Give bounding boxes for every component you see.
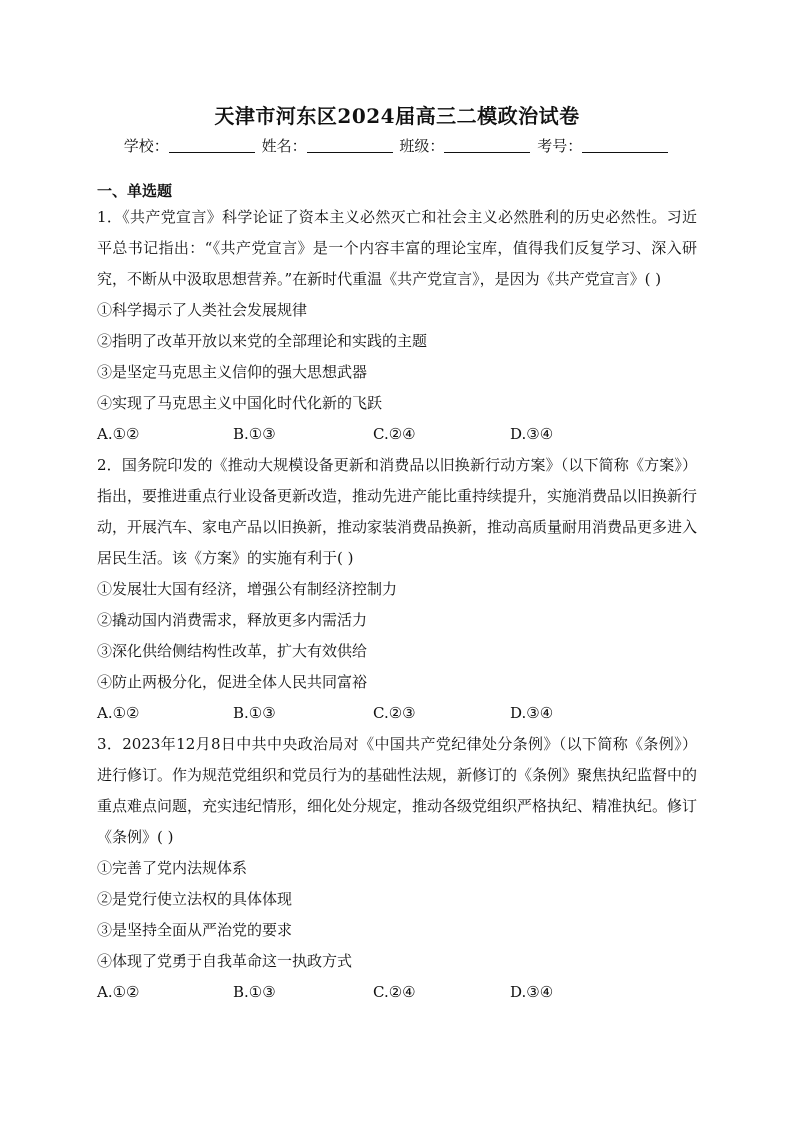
student-info-line	[0, 135, 794, 156]
number-label: 考号：	[537, 137, 583, 155]
question-3	[97, 729, 697, 1008]
statement-option: ④体现了党勇于自我革命这一执政方式	[97, 952, 353, 970]
statement-option: ③是坚定马克思主义信仰的强大思想武器	[97, 363, 368, 381]
section-heading: 一、单选题	[97, 182, 173, 200]
question-1	[97, 202, 697, 450]
choice-a[interactable]: A.①②	[97, 704, 140, 722]
answer-choices	[97, 698, 697, 729]
choice-b[interactable]: B.①③	[233, 983, 276, 1001]
statement-option: ②是党行使立法权的具体体现	[97, 890, 293, 908]
class-blank[interactable]	[444, 138, 530, 153]
exam-content	[97, 180, 697, 1008]
choice-c[interactable]: C.②④	[373, 983, 416, 1001]
question-stem: 3．2023年12月8日中共中央政治局对《中国共产党纪律处分条例》（以下简称《条例》）进行修订。作为规范党组织和党员行为的基础性法规，新修订的《条例》聚焦执纪监督中的重点难点问题，充实违纪情形，细化处分规定，推动各级党组织严格执纪、精准执纪。修订《条例》( )	[97, 735, 698, 846]
answer-choices	[97, 419, 697, 450]
statement-option: ①科学揭示了人类社会发展规律	[97, 301, 308, 319]
school-blank[interactable]	[169, 138, 255, 153]
statement-option: ①完善了党内法规体系	[97, 859, 248, 877]
statement-option: ③是坚持全面从严治党的要求	[97, 921, 293, 939]
choice-d[interactable]: D.③④	[510, 704, 554, 722]
number-blank[interactable]	[582, 138, 668, 153]
question-2	[97, 450, 697, 729]
choice-c[interactable]: C.②④	[373, 425, 416, 443]
answer-choices	[97, 977, 697, 1008]
statement-option: ④防止两极分化，促进全体人民共同富裕	[97, 673, 368, 691]
exam-title: 天津市河东区2024届高三二模政治试卷	[214, 104, 580, 128]
statement-option: ②撬动国内消费需求，释放更多内需活力	[97, 611, 368, 629]
statement-option: ③深化供给侧结构性改革，扩大有效供给	[97, 642, 368, 660]
class-label: 班级：	[399, 137, 445, 155]
statement-option: ①发展壮大国有经济，增强公有制经济控制力	[97, 580, 398, 598]
name-blank[interactable]	[307, 138, 393, 153]
statement-option: ②指明了改革开放以来党的全部理论和实践的主题	[97, 332, 428, 350]
name-label: 姓名：	[261, 137, 307, 155]
statement-option: ④实现了马克思主义中国化时代化新的飞跃	[97, 394, 383, 412]
choice-a[interactable]: A.①②	[97, 983, 140, 1001]
choice-b[interactable]: B.①③	[233, 704, 276, 722]
choice-a[interactable]: A.①②	[97, 425, 140, 443]
choice-c[interactable]: C.②③	[373, 704, 416, 722]
question-stem: 2．国务院印发的《推动大规模设备更新和消费品以旧换新行动方案》（以下简称《方案》）指出，要推进重点行业设备更新改造，推动先进产能比重持续提升，实施消费品以旧换新行动，开展汽车、家电产品以旧换新，推动家装消费品换新，推动高质量耐用消费品更多进入居民生活。该《方案》的实施有利于( )	[97, 456, 698, 567]
school-label: 学校：	[123, 137, 169, 155]
choice-b[interactable]: B.①③	[233, 425, 276, 443]
question-stem: 1．《共产党宣言》科学论证了资本主义必然灭亡和社会主义必然胜利的历史必然性。习近平总书记指出：“《共产党宣言》是一个内容丰富的理论宝库，值得我们反复学习、深入研究，不断从中汲取思想营养。”在新时代重温《共产党宣言》，是因为《共产党宣言》( )	[97, 208, 697, 288]
choice-d[interactable]: D.③④	[510, 425, 554, 443]
choice-d[interactable]: D.③④	[510, 983, 554, 1001]
